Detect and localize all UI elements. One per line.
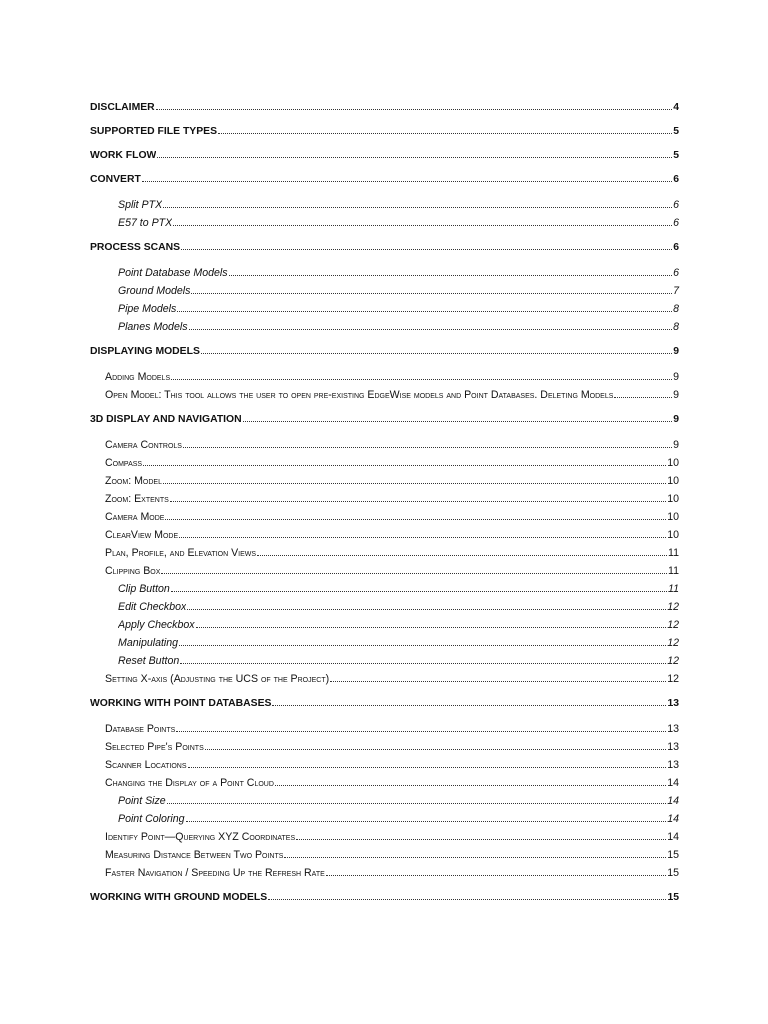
toc-entry-page-number: 10	[667, 457, 679, 469]
toc-entry-page-number: 14	[667, 777, 679, 789]
toc-entry-level-2[interactable]	[90, 846, 679, 864]
dot-leader	[183, 447, 672, 448]
toc-entry-level-1[interactable]	[90, 172, 679, 188]
dot-leader	[156, 109, 673, 110]
dot-leader	[205, 749, 666, 750]
dot-leader	[180, 663, 666, 664]
toc-entry-title: Zoom: Model	[105, 475, 162, 487]
toc-entry-title: WORKING WITH POINT DATABASES	[90, 698, 272, 709]
toc-entry-level-2[interactable]	[90, 386, 679, 404]
toc-entry-page-number: 12	[667, 673, 679, 685]
toc-entry-page-number: 6	[673, 174, 679, 185]
toc-entry-title: Zoom: Extents	[105, 493, 169, 505]
dot-leader	[201, 353, 672, 354]
toc-entry-page-number: 6	[673, 199, 679, 211]
toc-entry-level-3[interactable]	[90, 634, 679, 652]
toc-entry-level-2[interactable]	[90, 472, 679, 490]
toc-entry-level-3[interactable]	[90, 300, 679, 318]
toc-entry-level-3[interactable]	[90, 792, 679, 810]
toc-entry-page-number: 8	[673, 303, 679, 315]
toc-entry-level-2[interactable]	[90, 720, 679, 738]
toc-entry-page-number: 6	[673, 267, 679, 279]
toc-entry-title: Point Database Models	[118, 267, 228, 279]
dot-leader	[296, 839, 666, 840]
dot-leader	[284, 857, 666, 858]
dot-leader	[275, 785, 666, 786]
dot-leader	[167, 803, 667, 804]
toc-entry-title: Clipping Box	[105, 565, 161, 577]
toc-entry-title: 3D DISPLAY AND NAVIGATION	[90, 414, 242, 425]
toc-entry-title: Planes Models	[118, 321, 188, 333]
toc-entry-level-3[interactable]	[90, 214, 679, 232]
toc-entry-page-number: 10	[667, 493, 679, 505]
toc-entry-level-2[interactable]	[90, 454, 679, 472]
toc-entry-level-2[interactable]	[90, 828, 679, 846]
toc-entry-page-number: 6	[673, 217, 679, 229]
toc-entry-title: Edit Checkbox	[118, 601, 187, 613]
toc-entry-level-2[interactable]	[90, 756, 679, 774]
toc-entry-page-number: 13	[667, 698, 679, 709]
dot-leader	[196, 627, 667, 628]
toc-entry-page-number: 12	[667, 637, 679, 649]
toc-entry-page-number: 8	[673, 321, 679, 333]
toc-entry-title: Selected Pipe's Points	[105, 741, 204, 753]
dot-leader	[171, 379, 672, 380]
toc-entry-level-3[interactable]	[90, 598, 679, 616]
dot-leader	[171, 591, 667, 592]
dot-leader	[170, 501, 666, 502]
toc-entry-title: E57 to PTX	[118, 217, 173, 229]
toc-entry-title: DISPLAYING MODELS	[90, 346, 200, 357]
toc-entry-page-number: 11	[668, 547, 679, 559]
toc-entry-level-2[interactable]	[90, 670, 679, 688]
toc-entry-level-2[interactable]	[90, 436, 679, 454]
toc-entry-page-number: 9	[673, 414, 679, 425]
toc-entry-page-number: 7	[673, 285, 679, 297]
toc-entry-title: Plan, Profile, and Elevation Views	[105, 547, 257, 559]
dot-leader	[188, 767, 667, 768]
toc-entry-level-3[interactable]	[90, 282, 679, 300]
toc-entry-title: Split PTX	[118, 199, 163, 211]
toc-entry-title: Database Points	[105, 723, 176, 735]
dot-leader	[229, 275, 673, 276]
toc-entry-page-number: 13	[667, 759, 679, 771]
dot-leader	[189, 329, 673, 330]
toc-entry-level-2[interactable]	[90, 864, 679, 882]
toc-entry-title: Ground Models	[118, 285, 191, 297]
toc-entry-title: Reset Button	[118, 655, 180, 667]
dot-leader	[272, 705, 666, 706]
toc-entry-page-number: 13	[667, 741, 679, 753]
toc-entry-title: Identify Point—Querying XYZ Coordinates	[105, 831, 296, 843]
toc-entry-level-3[interactable]	[90, 318, 679, 336]
toc-entry-page-number: 9	[673, 439, 679, 451]
toc-entry-title: Open Model: This tool allows the user to open pre-existing EdgeWise models and Point Databases. Deleting Models	[105, 389, 614, 401]
toc-entry-level-3[interactable]	[90, 580, 679, 598]
dot-leader	[181, 249, 672, 250]
toc-entry-title: Setting X-axis (Adjusting the UCS of the Project)	[105, 673, 330, 685]
toc-entry-title: WORK FLOW	[90, 150, 157, 161]
toc-entry-page-number: 14	[667, 795, 679, 807]
dot-leader	[268, 899, 666, 900]
toc-entry-level-2[interactable]	[90, 368, 679, 386]
toc-entry-level-1[interactable]	[90, 148, 679, 164]
toc-entry-level-2[interactable]	[90, 490, 679, 508]
toc-entry-title: Manipulating	[118, 637, 179, 649]
toc-entry-level-2[interactable]	[90, 544, 679, 562]
dot-leader	[243, 421, 673, 422]
toc-entry-level-1[interactable]	[90, 696, 679, 712]
dot-leader	[218, 133, 672, 134]
toc-entry-title: Adding Models	[105, 371, 171, 383]
toc-entry-page-number: 13	[667, 723, 679, 735]
toc-entry-title: Camera Controls	[105, 439, 182, 451]
dot-leader	[165, 519, 666, 520]
toc-entry-page-number: 5	[673, 150, 679, 161]
dot-leader	[187, 609, 666, 610]
toc-entry-page-number: 15	[667, 867, 679, 879]
dot-leader	[163, 207, 672, 208]
toc-entry-page-number: 12	[667, 619, 679, 631]
dot-leader	[161, 573, 667, 574]
dot-leader	[179, 537, 666, 538]
dot-leader	[326, 875, 666, 876]
toc-entry-title: Faster Navigation / Speeding Up the Refresh Rate	[105, 867, 325, 879]
toc-entry-title: Compass	[105, 457, 143, 469]
toc-entry-page-number: 4	[673, 102, 679, 113]
toc-entry-level-3[interactable]	[90, 196, 679, 214]
toc-entry-page-number: 15	[667, 849, 679, 861]
toc-entry-title: Pipe Models	[118, 303, 177, 315]
toc-entry-page-number: 9	[673, 371, 679, 383]
toc-entry-level-2[interactable]	[90, 774, 679, 792]
toc-entry-page-number: 14	[667, 813, 679, 825]
toc-entry-level-1[interactable]	[90, 412, 679, 428]
toc-entry-page-number: 10	[667, 475, 679, 487]
toc-entry-page-number: 15	[667, 892, 679, 903]
toc-entry-title: PROCESS SCANS	[90, 242, 181, 253]
dot-leader	[257, 555, 667, 556]
toc-entry-title: WORKING WITH GROUND MODELS	[90, 892, 268, 903]
toc-entry-page-number: 11	[668, 583, 679, 595]
dot-leader	[142, 181, 672, 182]
toc-entry-title: DISCLAIMER	[90, 102, 155, 113]
toc-entry-level-1[interactable]	[90, 890, 679, 906]
toc-entry-title: Scanner Locations	[105, 759, 187, 771]
toc-entry-title: CONVERT	[90, 174, 141, 185]
toc-entry-page-number: 9	[673, 389, 679, 401]
toc-entry-level-3[interactable]	[90, 264, 679, 282]
toc-entry-level-2[interactable]	[90, 562, 679, 580]
dot-leader	[176, 731, 666, 732]
toc-entry-level-1[interactable]	[90, 240, 679, 256]
dot-leader	[163, 483, 666, 484]
toc-entry-title: Measuring Distance Between Two Points	[105, 849, 284, 861]
dot-leader	[191, 293, 672, 294]
toc-entry-page-number: 10	[667, 529, 679, 541]
toc-entry-page-number: 9	[673, 346, 679, 357]
toc-entry-title: SUPPORTED FILE TYPES	[90, 126, 218, 137]
toc-entry-title: Clip Button	[118, 583, 170, 595]
toc-entry-title: Point Size	[118, 795, 166, 807]
toc-entry-level-2[interactable]	[90, 738, 679, 756]
table-of-contents	[90, 100, 679, 914]
dot-leader	[179, 645, 666, 646]
dot-leader	[157, 157, 672, 158]
toc-entry-page-number: 5	[673, 126, 679, 137]
toc-entry-page-number: 12	[667, 601, 679, 613]
dot-leader	[143, 465, 666, 466]
dot-leader	[177, 311, 672, 312]
toc-entry-level-2[interactable]	[90, 526, 679, 544]
toc-entry-page-number: 6	[673, 242, 679, 253]
toc-entry-level-3[interactable]	[90, 810, 679, 828]
dot-leader	[186, 821, 667, 822]
toc-entry-level-2[interactable]	[90, 508, 679, 526]
toc-entry-level-1[interactable]	[90, 124, 679, 140]
dot-leader	[614, 397, 672, 398]
toc-entry-page-number: 11	[668, 565, 679, 577]
toc-entry-page-number: 10	[667, 511, 679, 523]
toc-entry-level-1[interactable]	[90, 100, 679, 116]
toc-entry-level-3[interactable]	[90, 616, 679, 634]
toc-entry-title: ClearView Mode	[105, 529, 179, 541]
toc-entry-page-number: 14	[667, 831, 679, 843]
toc-entry-title: Apply Checkbox	[118, 619, 195, 631]
toc-entry-page-number: 12	[667, 655, 679, 667]
toc-entry-level-1[interactable]	[90, 344, 679, 360]
toc-entry-title: Changing the Display of a Point Cloud	[105, 777, 274, 789]
toc-entry-title: Camera Mode	[105, 511, 165, 523]
dot-leader	[173, 225, 672, 226]
toc-entry-title: Point Coloring	[118, 813, 185, 825]
toc-entry-level-3[interactable]	[90, 652, 679, 670]
dot-leader	[330, 681, 666, 682]
